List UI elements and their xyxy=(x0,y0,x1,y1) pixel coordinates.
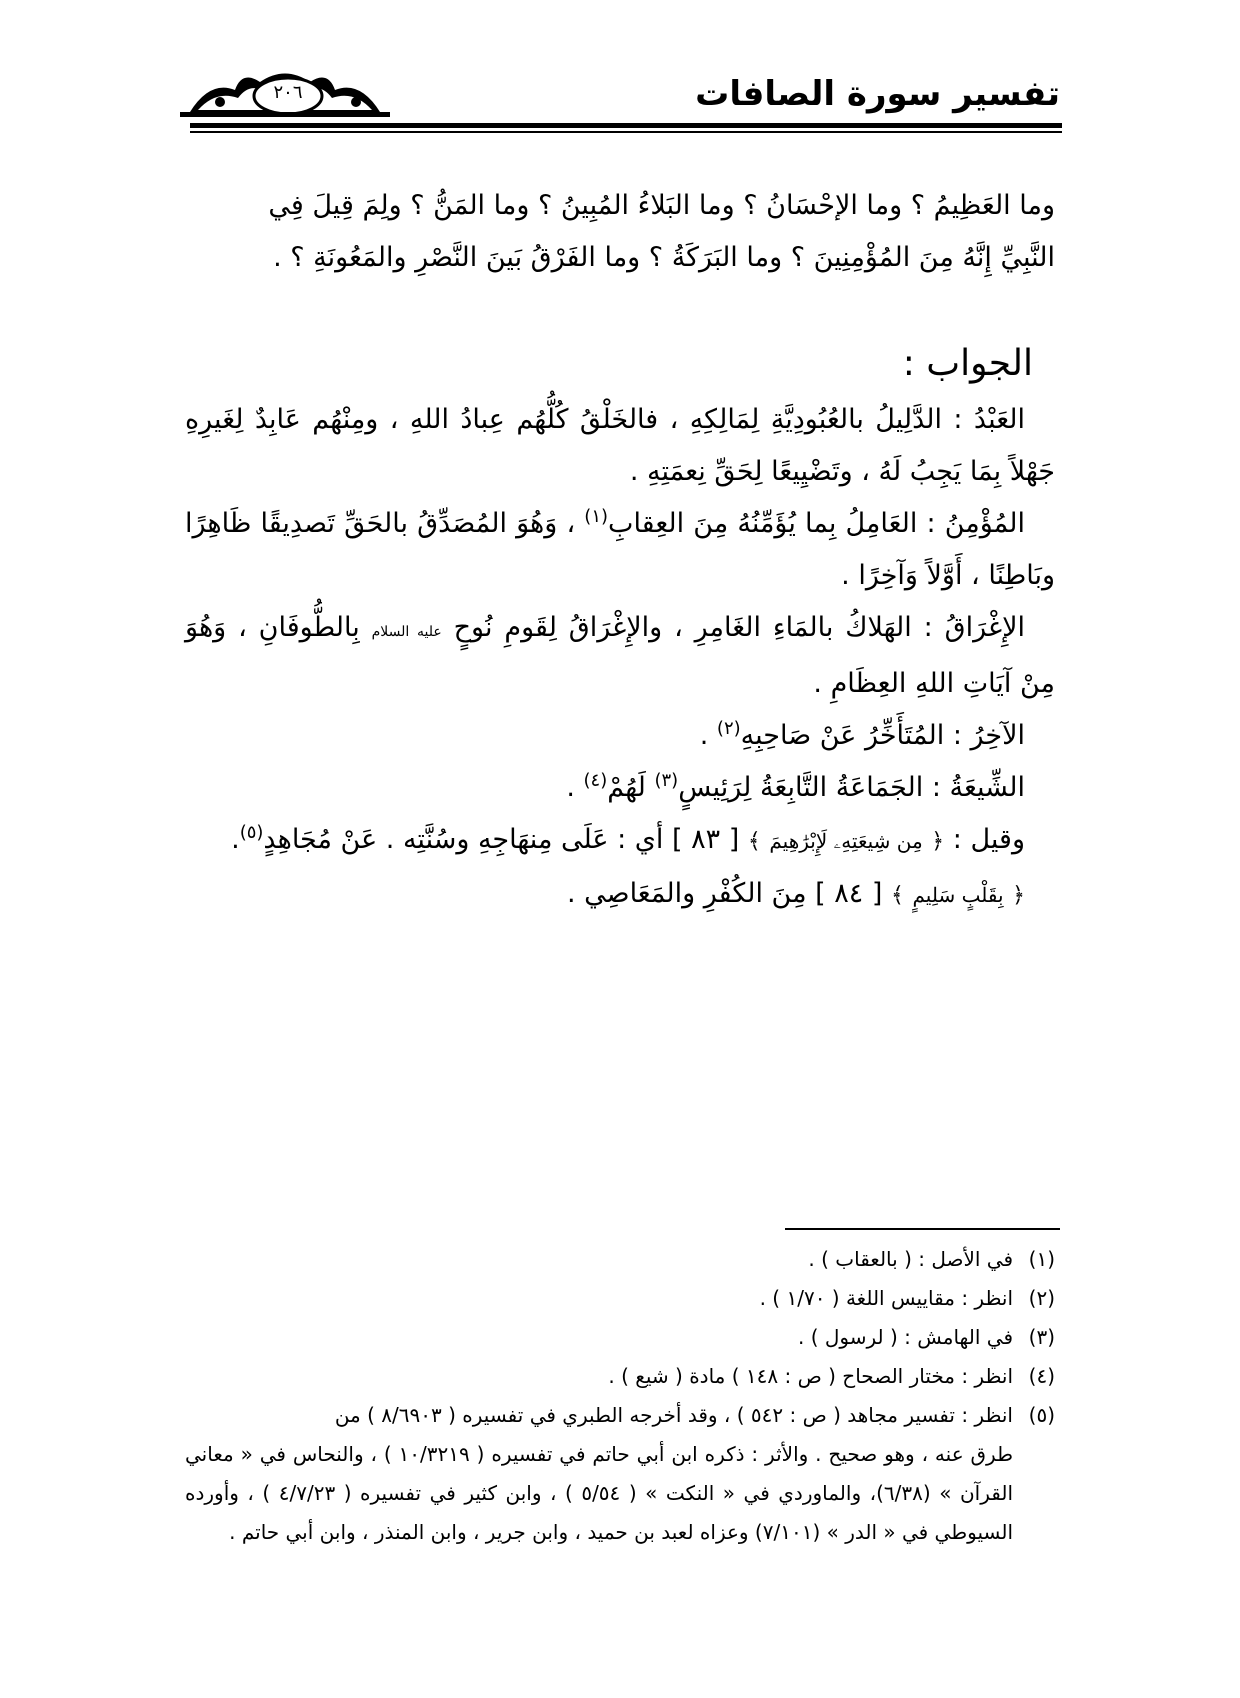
footnote-divider xyxy=(785,1228,1060,1230)
footnote-ref-2[interactable]: (٢) xyxy=(716,718,741,739)
footnote-3: (٣)في الهامش : ( لرسول ) . xyxy=(798,1325,1055,1349)
footnote-5: (٥)انظر : تفسير مجاهد ( ص : ٥٤٢ ) ، وقد أخرجه الطبري في تفسيره ( ٨/٦٩٠٣ ) من xyxy=(334,1403,1055,1427)
honorific-symbol: عليه السلام xyxy=(371,624,442,640)
footnote-4: (٤)انظر : مختار الصحاح ( ص : ١٤٨ ) مادة ( شيع ) . xyxy=(608,1364,1055,1388)
question-line-2: النَّبِيِّ إِنَّهُ مِنَ المُؤْمِنِينَ ؟ وما البَرَكَةُ ؟ وما الفَرْقُ بَينَ النَّصْرِ والمَعُونَةِ ؟ . xyxy=(273,242,1055,273)
answer-heading: الجواب : xyxy=(902,343,1033,384)
definition-abd: العَبْدُ : الدَّلِيلُ بالعُبُودِيَّةِ لِمَالِكِهِ ، فالخَلْقُ كُلُّهُم عِبادُ اللهِ ، ومِنْهُم عَابِدٌ لِغَيرِهِ جَهْلاً بِمَا يَجِبُ لَهُ ، وتَضْيِيعًا لِحَقِّ نِعمَتِهِ . xyxy=(185,404,1055,487)
footnote-ref-5[interactable]: (٥) xyxy=(239,822,264,843)
footnotes xyxy=(185,1240,1055,1552)
verse-83-commentary: وقيل : ﴿ مِن شِيعَتِهِۦ لَإِبْرَٰهِيمَ ﴾ [ ٨٣ ] أي : عَلَى مِنهَاجِهِ وسُنَّتِه . عَنْ مُجَاهِدٍ$^{(٥)}$. xyxy=(231,822,1025,855)
page-header xyxy=(180,60,1060,150)
definition-ighraq: الإِغْرَاقُ : الهَلاكُ بالمَاءِ الغَامِرِ ، والإِغْرَاقُ لِقَومِ نُوحٍ عليه السلام بِالطُّوفَانِ ، وَهُوَ مِنْ آيَاتِ اللهِ العِظَامِ . xyxy=(185,612,1055,699)
page-number: ٢٠٦ xyxy=(273,82,303,103)
header-rule xyxy=(190,123,1062,133)
question-line-1: وما العَظِيمُ ؟ وما الإحْسَانُ ؟ وما البَلاءُ المُبِينُ ؟ وما المَنُّ ؟ ولِمَ قِيلَ فِي xyxy=(268,190,1055,221)
footnote-ref-3[interactable]: (٣) xyxy=(654,770,679,791)
main-text xyxy=(185,180,1055,922)
footnote-ref-1[interactable]: (١) xyxy=(584,506,609,527)
definition-mumin: المُؤْمِنُ : العَامِلُ بِما يُؤَمِّنُهُ مِنَ العِقابِ$^{(١)}$ ، وَهُوَ المُصَدِّقُ بالحَقِّ تَصدِيقًا ظَاهِرًا وبَاطِنًا ، أَوَّلاً وَآخِرًا . xyxy=(185,506,1055,591)
question-paragraph xyxy=(185,180,1055,284)
quran-verse-84: بِقَلْبٍ سَلِيمٍ xyxy=(912,883,1004,907)
footnote-5-continued: طرق عنه ، وهو صحيح . والأثر : ذكره ابن أبي حاتم في تفسيره ( ١٠/٣٢١٩ ) ، والنحاس في « معاني القرآن » (٦/٣٨)، والماوردي في « النكت » ( ٥/٥٤ ) ، وابن كثير في تفسيره ( ٤/٧/٢٣ ) ، وأورده السيوطي في « الدر » (٧/١٠١) وعزاه لعبد بن حميد ، وابن جرير ، وابن المنذر ، وابن أبي حاتم . xyxy=(185,1442,1013,1544)
footnote-2: (٢)انظر : مقاييس اللغة ( ١/٧٠ ) . xyxy=(759,1286,1055,1310)
quran-verse-83: مِن شِيعَتِهِۦ لَإِبْرَٰهِيمَ xyxy=(769,829,923,853)
verse-84-commentary: ﴿ بِقَلْبٍ سَلِيمٍ ﴾ [ ٨٤ ] مِنَ الكُفْرِ والمَعَاصِي . xyxy=(566,878,1025,909)
footnote-ref-4[interactable]: (٤) xyxy=(583,770,608,791)
running-title: تفسير سورة الصافات xyxy=(695,74,1060,114)
definition-akhir: الآخِرُ : المُتَأَخِّرُ عَنْ صَاحِبِهِ$^{(٢)}$ . xyxy=(699,718,1025,751)
definition-shia: الشِّيعَةُ : الجَمَاعَةُ التَّابِعَةُ لِرَئِيسٍ$^{(٣)}$ لَهُمْ$^{(٤)}$ . xyxy=(566,770,1025,803)
footnote-1: (١)في الأصل : ( بالعقاب ) . xyxy=(808,1247,1055,1271)
